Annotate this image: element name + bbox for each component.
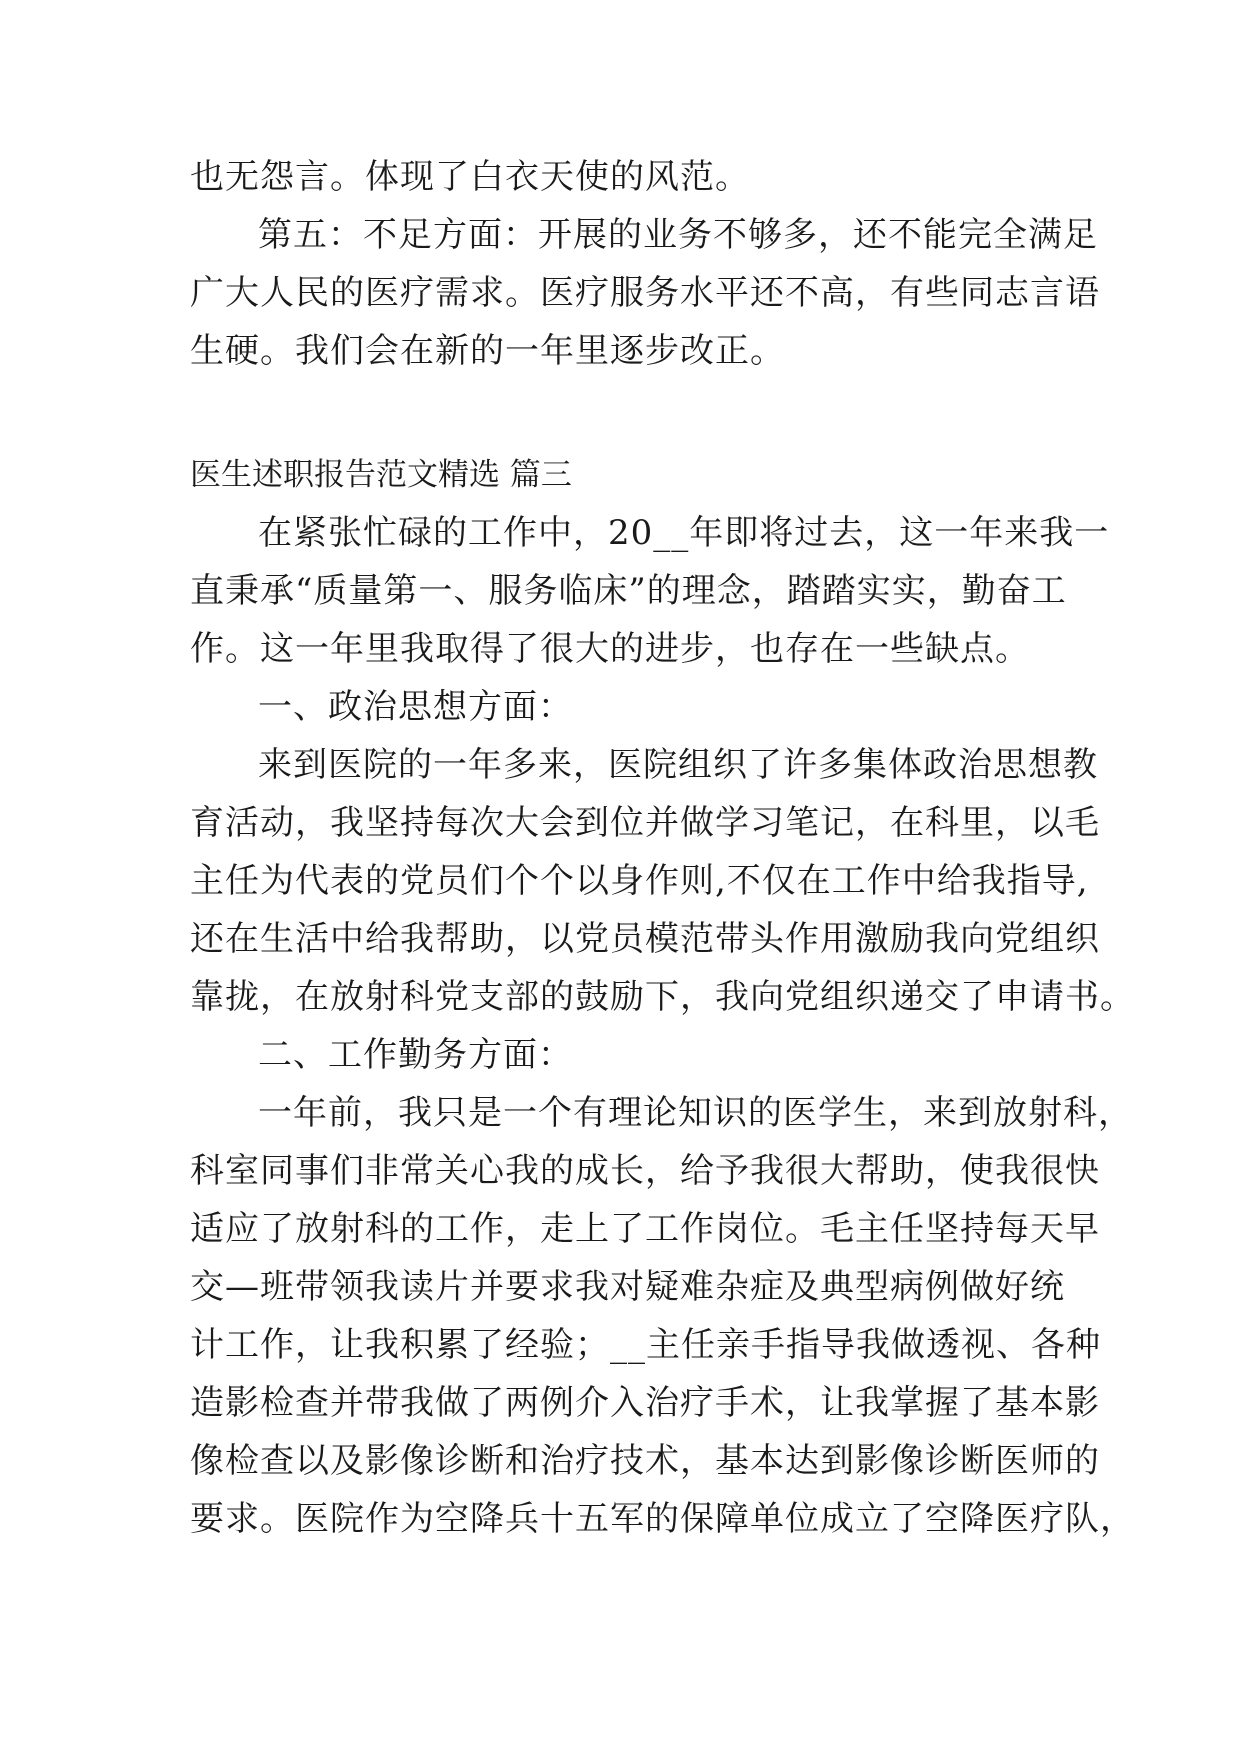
section-gap xyxy=(190,380,1060,446)
document-page xyxy=(190,148,1135,1548)
subheading-line: 一、政治思想方面： xyxy=(258,687,573,727)
text-line: 第五：不足方面：开展的业务不够多，还不能完全满足 xyxy=(258,215,1098,255)
text-line: 广大人民的医疗需求。医疗服务水平还不高，有些同志言语 xyxy=(190,273,1100,313)
text-line: 一年前，我只是一个有理论知识的医学生，来到放射科， xyxy=(258,1093,1133,1133)
text-line: 来到医院的一年多来，医院组织了许多集体政治思想教 xyxy=(258,745,1098,785)
text-line: 主任为代表的党员们个个以身作则,不仅在工作中给我指导, xyxy=(190,861,1089,901)
text-line: 还在生活中给我帮助，以党员模范带头作用激励我向党组织 xyxy=(190,919,1100,959)
text-line: 也无怨言。体现了白衣天使的风范。 xyxy=(190,157,750,197)
text-line: 计工作，让我积累了经验；__主任亲手指导我做透视、各种 xyxy=(190,1325,1101,1365)
subheading-line: 二、工作勤务方面： xyxy=(258,1035,573,1075)
section-title: 医生述职报告范文精选 篇三 xyxy=(190,457,572,493)
text-line: 育活动，我坚持每次大会到位并做学习笔记，在科里，以毛 xyxy=(190,803,1100,843)
text-line: 要求。医院作为空降兵十五军的保障单位成立了空降医疗队， xyxy=(190,1499,1135,1539)
text-line: 科室同事们非常关心我的成长，给予我很大帮助，使我很快 xyxy=(190,1151,1100,1191)
text-line: 作。这一年里我取得了很大的进步，也存在一些缺点。 xyxy=(190,629,1030,669)
text-line: 生硬。我们会在新的一年里逐步改正。 xyxy=(190,331,785,371)
text-line: 直秉承“质量第一、服务临床”的理念，踏踏实实，勤奋工 xyxy=(190,571,1067,611)
text-line: 造影检查并带我做了两例介入治疗手术，让我掌握了基本影 xyxy=(190,1383,1100,1423)
text-line: 靠拢，在放射科党支部的鼓励下，我向党组织递交了申请书。 xyxy=(190,977,1135,1017)
text-line: 交—班带领我读片并要求我对疑难杂症及典型病例做好统 xyxy=(190,1267,1065,1307)
text-line: 适应了放射科的工作，走上了工作岗位。毛主任坚持每天早 xyxy=(190,1209,1100,1249)
text-line: 像检查以及影像诊断和治疗技术，基本达到影像诊断医师的 xyxy=(190,1441,1100,1481)
text-line: 在紧张忙碌的工作中，20__年即将过去，这一年来我一 xyxy=(258,513,1110,553)
